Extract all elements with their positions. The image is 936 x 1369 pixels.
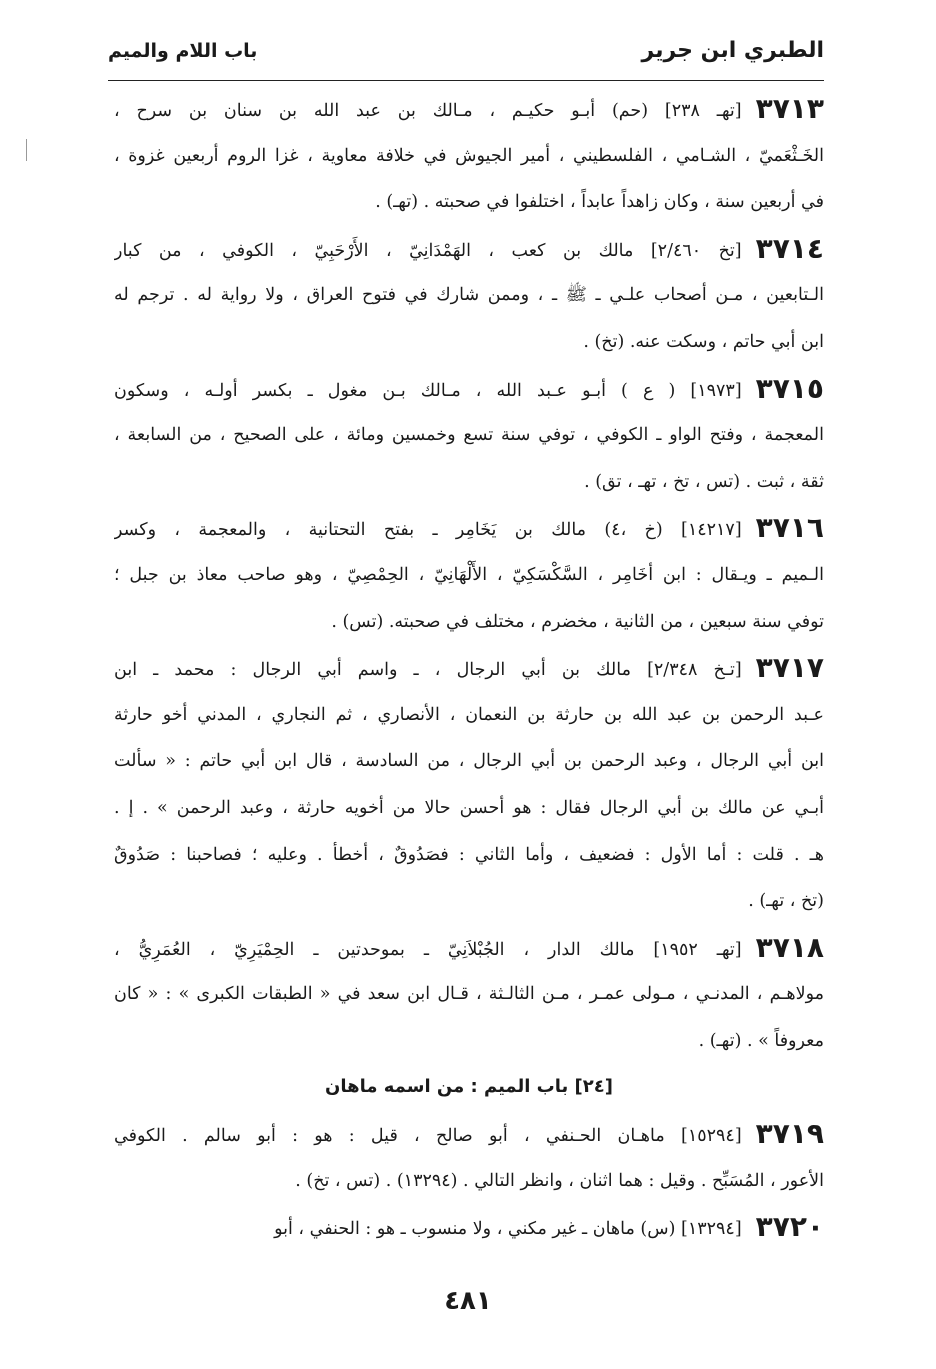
biography-entry: [114, 1111, 824, 1204]
entry-number: ٣٧١٤: [755, 231, 824, 265]
entry-line: [114, 785, 824, 832]
entry-line: [114, 412, 824, 459]
entry-text: ابن أبي الرجال ، وعبد الرحمن بن أبي الرجال ، من السادسة ، قال ابن أبي حاتم : « سألت: [114, 751, 824, 772]
entry-line: [114, 552, 824, 599]
entry-text: [تخ ٢/٤٦٠] مالك بن كعب ، الهَمْدَانِيّ ، الأَرْحَبِيّ ، الكوفي ، من كبار: [114, 240, 742, 261]
entry-text: ثقة ، ثبت . (تس ، تخ ، تهـ ، تق) .: [584, 471, 824, 492]
entry-text: في أربعين سنة ، وكان زاهداً عابداً ، اختلفوا في صحبته . (تهـ) .: [375, 192, 824, 213]
entry-line: [114, 459, 824, 506]
entry-text: [تهـ ١٩٥٢] مالك الدار ، الجُبْلاَنِيّ ـ بموحدتين ـ الحِمْيَرِيّ ، العُمَرِيُّ ،: [114, 939, 742, 960]
entry-line: [114, 971, 824, 1018]
entry-number: ٣٧١٨: [755, 930, 824, 964]
entry-line: [114, 86, 824, 133]
entry-line: [114, 366, 824, 413]
entry-number: ٣٧١٥: [755, 371, 824, 405]
entry-line: [114, 692, 824, 739]
header-rule: [108, 80, 824, 81]
entry-line: [114, 133, 824, 180]
biography-entry: [114, 925, 824, 1065]
entry-text: الـميم ـ ويـقال : ابن أخَامِر ، السَّكْسَكِيّ ، الأَلْهَانِيّ ، الحِمْصِيّ ، وهو صاحب معاذ بن جبل ؛: [114, 564, 824, 585]
entry-line: [114, 1111, 824, 1158]
header-author-title: الطبري ابن جرير: [641, 38, 824, 63]
margin-mark: [26, 139, 27, 161]
biography-entry: [114, 645, 824, 925]
entry-text: معروفاً » . (تهـ) .: [698, 1030, 824, 1051]
entry-number: ٣٧١٣: [755, 92, 824, 125]
entry-text: الـتابعين ، مـن أصحاب علـي ـ ﷺ ـ ، وممن شارك في فتوح العراق ، ولا رواية له . ترجم له: [114, 285, 824, 306]
entry-line: [114, 599, 824, 646]
biography-entry: [114, 366, 824, 506]
entry-text: أبـي عن مالك بن أبي الرجال فقال : هو أحسن حالا من أخويه حارثة ، وعبد الرحمن » . إ .: [114, 797, 824, 818]
page-number: ٤٨١: [444, 1286, 492, 1316]
running-header: [108, 32, 824, 76]
entry-text: هـ . قلت : أما الأول : فضعيف ، وأما الثاني : فصَدُوقٌ ، أخطأ . وعليه ؛ فصاحبنا : صَدُوقٌ: [114, 844, 824, 865]
entry-text: [١٩٧٣] ( ع ) أبـو عـبد الله ، مـالك بـن مغول ـ بكسر أولـه ، وسكون: [114, 380, 742, 401]
entry-line: [114, 272, 824, 319]
entry-text: [١٤٢١٧] (خ ،٤) مالك بن يَخَامِر ـ بفتح التحتانية ، والمعجمة ، وكسر: [114, 520, 742, 541]
entry-number: ٣٧١٩: [755, 1117, 824, 1151]
entry-text: مولاهـم ، المدنـي ، مـولى عمـر ، مـن الثالـثة ، قـال ابن سعد في « الطبقات الكبرى » : « كان: [114, 984, 824, 1005]
biography-entry: [114, 1204, 824, 1251]
entry-line: [114, 1018, 824, 1065]
page-body: [114, 86, 824, 1251]
entry-text: توفي سنة سبعين ، من الثانية ، مخضرم ، مختلف في صحبته. (تس) .: [331, 611, 824, 632]
entry-line: [114, 645, 824, 692]
entry-number: ٣٧٢٠: [755, 1210, 824, 1244]
entry-text: المعجمة ، وفتح الواو ـ الكوفي ، توفي سنة تسع وخمسين ومائة ، على الصحيح ، من السابعة ،: [114, 425, 824, 446]
entry-text: [١٣٢٩٤] (س) ماهان ـ غير مكني ، ولا منسوب ـ هو : الحنفي ، أبو: [274, 1219, 742, 1240]
entry-line: [114, 832, 824, 879]
entry-number: ٣٧١٦: [755, 511, 824, 545]
entry-line: [114, 226, 824, 273]
entry-text: [١٥٢٩٤] ماهـان الحـنفي ، أبو صالح ، قيل : هو : أبو سالم . الكوفي: [114, 1126, 742, 1147]
entry-line: [114, 878, 824, 925]
biography-entry: [114, 226, 824, 366]
entry-line: [114, 1204, 824, 1251]
entry-text: عـبد الرحمن بن عبد الله بن حارثة بن النعمان ، الأنصاري ، ثم النجاري ، المدني أخو حارثة: [114, 704, 824, 725]
biography-entry: [114, 86, 824, 226]
entry-text: (تخ ، تهـ) .: [748, 891, 824, 912]
entry-line: [114, 179, 824, 226]
entry-text: الأعور ، المُسَبِّح . وقيل : هما اثنان ، وانظر التالي . (١٣٢٩٤) . (تس ، تخ) .: [295, 1170, 824, 1191]
entry-text: ابن أبي حاتم ، وسكت عنه. (تخ) .: [583, 331, 824, 352]
header-chapter-title: باب اللام والميم: [108, 40, 258, 62]
entry-line: [114, 925, 824, 972]
biography-entry: [114, 505, 824, 645]
entry-text: الخَـثْعَميّ ، الشـامي ، الفلسطيني ، أمير الجيوش في خلافة معاوية ، غزا الروم أربعين غزوة ،: [114, 145, 824, 166]
entry-line: [114, 1158, 824, 1205]
entry-line: [114, 505, 824, 552]
entry-text: [تـخ ٢/٣٤٨] مالك بن أبي الرجال ، ـ واسم أبي الرجال : محمد ـ ابن: [114, 660, 742, 681]
entry-text: [تهـ ٢٣٨] (حم) أبـو حكيـم ، مـالك بن عبد الله بن سنان بن سرح ،: [114, 101, 742, 121]
entry-line: [114, 738, 824, 785]
section-heading: [٢٤] باب الميم : من اسمه ماهان: [324, 1076, 613, 1098]
entry-number: ٣٧١٧: [755, 651, 824, 685]
entry-line: [114, 319, 824, 366]
